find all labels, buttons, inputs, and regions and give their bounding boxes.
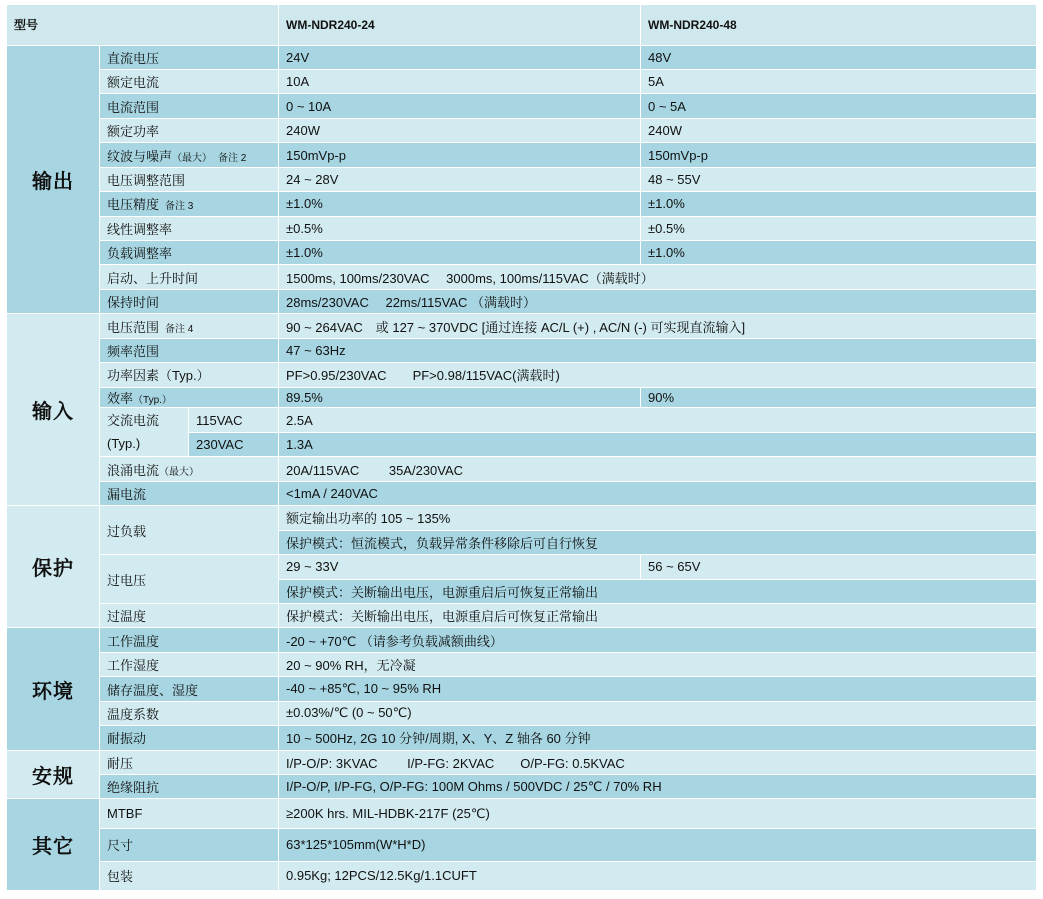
value-b: 48 ~ 55V [641, 167, 1037, 191]
row-label: 线性调整率 [100, 216, 279, 240]
row-label: 额定电流 [100, 69, 279, 93]
model-a-name: WM-NDR240-24 [279, 5, 641, 46]
value-span: <1mA / 240VAC [279, 481, 1037, 505]
row-label [100, 457, 279, 481]
value-span: ≥200K hrs. MIL-HDBK-217F (25℃) [279, 799, 1037, 828]
table-row [7, 338, 1037, 362]
value-b: ±0.5% [641, 216, 1037, 240]
row-label [100, 143, 279, 167]
value-span: 28ms/230VAC 22ms/115VAC （满载时） [279, 289, 1037, 313]
row-label [100, 408, 189, 457]
table-row [7, 603, 1037, 627]
label-text: 交流电流 [107, 413, 160, 429]
group-protection: 保护 [7, 506, 100, 628]
table-row [7, 241, 1037, 265]
table-row [7, 701, 1037, 725]
value-span: PF>0.95/230VAC PF>0.98/115VAC(满载时) [279, 363, 1037, 387]
row-label: 耐振动 [100, 726, 279, 750]
note-ref: 备注 4 [165, 323, 194, 335]
value-a: 29 ~ 33V [279, 555, 641, 579]
table-row [7, 628, 1037, 652]
table-row [7, 118, 1037, 142]
row-label: 工作湿度 [100, 652, 279, 676]
table-row [7, 289, 1037, 313]
value-span: 保护模式：恒流模式，负载异常条件移除后可自行恢复 [279, 530, 1037, 554]
label-sub: （Typ.） [133, 395, 172, 407]
row-label [100, 387, 279, 408]
label-text: 浪涌电流 [107, 462, 160, 478]
value-a: 150mVp-p [279, 143, 641, 167]
row-label: 直流电压 [100, 45, 279, 69]
row-label: 尺寸 [100, 828, 279, 861]
value-b: 48V [641, 45, 1037, 69]
table-row [7, 775, 1037, 799]
table-row [7, 861, 1037, 890]
label-sub: （最大） [172, 152, 213, 164]
value-b: ±1.0% [641, 241, 1037, 265]
value-span: ±0.03%/℃ (0 ~ 50℃) [279, 701, 1037, 725]
table-row [7, 828, 1037, 861]
value-a: 24 ~ 28V [279, 167, 641, 191]
value-b: 56 ~ 65V [641, 555, 1037, 579]
row-label: 包装 [100, 861, 279, 890]
table-row [7, 677, 1037, 701]
value-b: 240W [641, 118, 1037, 142]
note-ref: 备注 3 [165, 201, 194, 213]
row-label: 保持时间 [100, 289, 279, 313]
label-sub: （最大） [159, 466, 200, 478]
note-ref: 备注 2 [218, 152, 247, 164]
value-span: 20 ~ 90% RH，无冷凝 [279, 652, 1037, 676]
value-span: 10 ~ 500Hz, 2G 10 分钟/周期, X、Y、Z 轴各 60 分钟 [279, 726, 1037, 750]
table-row [7, 265, 1037, 289]
table-row [7, 506, 1037, 530]
value-a: ±1.0% [279, 241, 641, 265]
row-label: 工作温度 [100, 628, 279, 652]
label-text: 纹波与噪声 [107, 148, 173, 164]
table-row [7, 45, 1037, 69]
row-label: 电压调整范围 [100, 167, 279, 191]
model-b-name: WM-NDR240-48 [641, 5, 1037, 46]
row-label: 负载调整率 [100, 241, 279, 265]
table-row [7, 799, 1037, 828]
value-span: 保护模式：关断输出电压，电源重启后可恢复正常输出 [279, 603, 1037, 627]
value-b: 5A [641, 69, 1037, 93]
value-b: 150mVp-p [641, 143, 1037, 167]
value-a: 24V [279, 45, 641, 69]
row-label [100, 314, 279, 338]
value-span: -20 ~ +70℃ （请参考负载减额曲线） [279, 628, 1037, 652]
row-label: 储存温度、湿度 [100, 677, 279, 701]
value-a: ±0.5% [279, 216, 641, 240]
value-b: ±1.0% [641, 192, 1037, 216]
table-row [7, 192, 1037, 216]
group-others: 其它 [7, 799, 100, 891]
group-input: 输入 [7, 314, 100, 506]
row-label: 漏电流 [100, 481, 279, 505]
value-a: 0 ~ 10A [279, 94, 641, 118]
sub-label-115: 115VAC [189, 408, 279, 432]
table-row [7, 750, 1037, 774]
row-label: 过电压 [100, 555, 279, 604]
label-text: 电压精度 [107, 197, 160, 213]
value-span: 额定输出功率的 105 ~ 135% [279, 506, 1037, 530]
value-span: 20A/115VAC 35A/230VAC [279, 457, 1037, 481]
row-label: 温度系数 [100, 701, 279, 725]
value-span: 1.3A [279, 432, 1037, 456]
model-label: 型号 [7, 5, 279, 46]
group-safety: 安规 [7, 750, 100, 799]
row-label: 过负载 [100, 506, 279, 555]
row-label: 启动、上升时间 [100, 265, 279, 289]
row-label: 过温度 [100, 603, 279, 627]
header-row [7, 5, 1037, 46]
group-output: 输出 [7, 45, 100, 314]
value-a: 240W [279, 118, 641, 142]
table-row [7, 143, 1037, 167]
table-row [7, 387, 1037, 408]
value-a: 89.5% [279, 387, 641, 408]
row-label: MTBF [100, 799, 279, 828]
value-span: 63*125*105mm(W*H*D) [279, 828, 1037, 861]
value-a: ±1.0% [279, 192, 641, 216]
table-row [7, 167, 1037, 191]
table-row [7, 69, 1037, 93]
table-row [7, 652, 1037, 676]
value-span: 1500ms, 100ms/230VAC 3000ms, 100ms/115VAC（满载时） [279, 265, 1037, 289]
value-span: 47 ~ 63Hz [279, 338, 1037, 362]
value-a: 10A [279, 69, 641, 93]
table-row [7, 457, 1037, 481]
row-label: 功率因素（Typ.） [100, 363, 279, 387]
value-span: 90 ~ 264VAC 或 127 ~ 370VDC [通过连接 AC/L (+) , AC/N (-) 可实现直流输入] [279, 314, 1037, 338]
table-row [7, 363, 1037, 387]
table-row [7, 481, 1037, 505]
sub-label-230: 230VAC [189, 432, 279, 456]
value-span: 0.95Kg; 12PCS/12.5Kg/1.1CUFT [279, 861, 1037, 890]
row-label: 频率范围 [100, 338, 279, 362]
row-label: 电流范围 [100, 94, 279, 118]
value-span: I/P-O/P: 3KVAC I/P-FG: 2KVAC O/P-FG: 0.5KVAC [279, 750, 1037, 774]
table-row [7, 408, 1037, 432]
value-b: 90% [641, 387, 1037, 408]
row-label: 绝缘阻抗 [100, 775, 279, 799]
value-span: 2.5A [279, 408, 1037, 432]
table-row [7, 726, 1037, 750]
value-span: I/P-O/P, I/P-FG, O/P-FG: 100M Ohms / 500VDC / 25℃ / 70% RH [279, 775, 1037, 799]
label-text: 电压范围 [107, 319, 160, 335]
spec-table [6, 4, 1037, 891]
row-label [100, 192, 279, 216]
row-label: 额定功率 [100, 118, 279, 142]
value-b: 0 ~ 5A [641, 94, 1037, 118]
table-row [7, 94, 1037, 118]
row-label: 耐压 [100, 750, 279, 774]
table-row [7, 216, 1037, 240]
table-row [7, 555, 1037, 579]
value-span: -40 ~ +85℃, 10 ~ 95% RH [279, 677, 1037, 701]
label-sub: (Typ.) [107, 436, 141, 452]
group-environment: 环境 [7, 628, 100, 750]
value-span: 保护模式：关断输出电压，电源重启后可恢复正常输出 [279, 579, 1037, 603]
label-text: 效率 [107, 391, 134, 407]
table-row [7, 314, 1037, 338]
